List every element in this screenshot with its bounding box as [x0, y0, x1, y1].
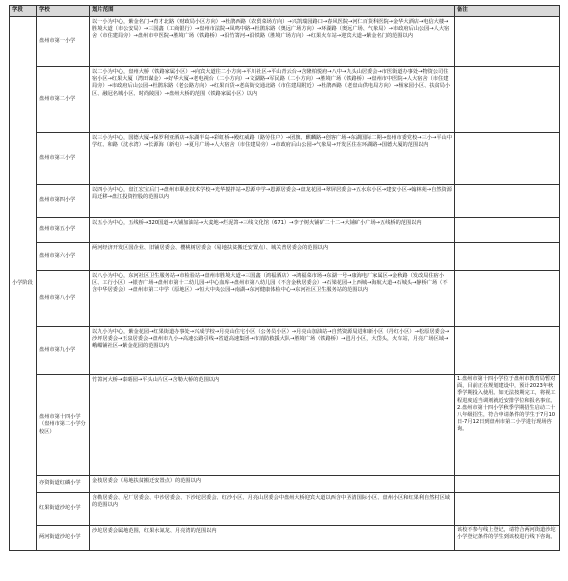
note-cell: [455, 493, 560, 526]
range-cell: 以二小为中心，盘州大桥（铁路家属小区）→向宾大道往二小方向→平川社区→平山青云台→含隆柏悦府→八中→九头山居委会→市医街道办事处→物资公司住宿小区→红果大厦（湾田谋金）→好华大厦→老电视台（二小方向）→文湖路→军民路（二小方向）→胜境广场（铁路桥）→盘州市中医院→人大宿舍（市住建局旁）→市政府后山公园→杜鹃东路（老公路方向）→红果百货→老高街交通北路（市住建局附近）→杜鹃西路（老盘山供电局方向）→杨家园小区、扶贫局小区、融冠名城小区、时尚陵园）→盘州大桥的范围（铁路家属小区）以内: [90, 67, 455, 133]
range-cell: 沙坨居委会属地范围，红果水氮龙、月亮湾的范围以内: [90, 526, 455, 551]
header-note: 备注: [455, 6, 560, 17]
header-stage: 学段: [10, 6, 37, 17]
table-row: [10, 271, 560, 327]
table-row: [10, 218, 560, 243]
school-cell: 盘州市第五小学: [37, 218, 90, 243]
table-row: [10, 185, 560, 218]
table-row: [10, 243, 560, 271]
header-range: 划片范围: [90, 6, 455, 17]
table-row: [10, 526, 560, 551]
range-cell: 以一小为中心，紫金名门→育才北路（财政局小区方向）→杜鹃西路（农贸菜场方向）→兴凯瑞园路口→春风医院→河仁百货科医院→金华大酒店→电信大楼→胜境大道（市公安局）→三国鑫（工商银行）→盘州市法院→凤鸣中路→杜鹃东路（奥远广场方向）→环湖路（奥远广场、气象局）→市政府后山公园→人大宿舍（市住建局旁）→盘州市中医院→胜境广场（铁路桥）→沿竹箐河→沿铁路（胜境广场方向）→红果火车站→迎宾大道→紫金名门的范围以内: [90, 17, 455, 67]
table-row: [10, 493, 560, 526]
header-school: 学校: [37, 6, 90, 17]
stage-cell: 小学阶段: [10, 17, 37, 551]
range-cell: 含勒居委会、尼厂居委会、中沙居委会、下沙坨居委会、红沙小区、月亮山居委会中盘州大桥迎宾大道以西含中圣清国际小区、盘州小区和红果利自然村区域的范围以内: [90, 493, 455, 526]
school-cell: 盘州市第一小学: [37, 17, 90, 67]
table-row: [10, 327, 560, 375]
header-row: [10, 6, 560, 17]
range-cell: 金枝居委会（易地扶贫搬迁安置点）的范围以内: [90, 476, 455, 493]
school-cell: 盘州市第四小学: [37, 185, 90, 218]
note-cell: [455, 218, 560, 243]
table-row: [10, 476, 560, 493]
range-cell: 以三小为中心，国德大厦→保罗利亚酒店→东湖半岛→彩虹桥→殿红威路（路劳住户）→团旗、麒麟路→创客广场→东湖国际二期→盘州市委党校→三小→平山中学红、和路（沈水湾）→长源海（新屯）→夏月广场→人大宿舍（市住建局旁）→市政府后山公园→气象局→开发区住在环湖路→国德大厦的范围以内: [90, 133, 455, 185]
range-cell: 两河经济开发区国企业、旧铺居委会、樱桃树居委会（易地扶贫搬迁安置点）、城关普居委会的范围以内: [90, 243, 455, 271]
note-cell: [455, 133, 560, 185]
school-cell: 红果街道沙坨小学: [37, 493, 90, 526]
note-cell: 该校不参与线上登记，请符合两河街道沙坨小学登记条件的学生到该校进行线下咨询。: [455, 526, 560, 551]
school-cell: 两河街道沙坨小学: [37, 526, 90, 551]
range-cell: 以八小为中心，东河社区卫生服务站→市检验站→盘州市胜境大道→三国鑫（鸿福酒店）→鸿福菜市场→东湖一号→康海电厂家属区→金秋路（发改局住宿小区、工行小区）→银杏广场→盘州市第十二幼儿园→中心血库→盘州市第八幼儿园（不含金秋居委会）→石梁花园→上西城→海航大道→石城头→静桥广场（不含中华居委会）→盘州市第二中学（原地区）→恒大中央公园→南湖→东河健康体检中心→东河社区卫生服务站的范围以内: [90, 271, 455, 327]
table-row: [10, 133, 560, 185]
table-row: [10, 17, 560, 67]
zoning-table: [9, 5, 560, 551]
range-cell: 竹箐河大桥→泰晤园→平头山片区→含勒大桥的范围以内: [90, 375, 455, 476]
note-cell: 1.盘州市第十四小学位于盘州市教育局暂对面，目前正在规划建设中，预计2023年秋季学期投入使用。如无法按期完工，将视工程进度适当调剂就近安排学位和报名事宜。 2.盘州市第十四小学秋季学期招生启动二十八年级招生，符合申请条件的学生于7月10日-7月12日到盘州市第二小学进行现场咨询。: [455, 375, 560, 476]
enrollment-zoning-sheet: [9, 5, 559, 551]
note-cell: [455, 17, 560, 67]
school-cell: 盘州市第八小学: [37, 271, 90, 327]
note-cell: [455, 243, 560, 271]
range-cell: 以四小为中心，盘江宏宝后门→盘州市职业技术学校→光华搅拌站→思源中学→恩源居委会→盘龙花园→翠屏居委会→五水东小区→建安小区→翰林苑→自然资源局迁移→盘江投资控股的范围以内: [90, 185, 455, 218]
school-cell: 盘州市第十四小学（盘州市第二小学分校区）: [37, 375, 90, 476]
table-body: [10, 17, 560, 551]
range-cell: 以九小为中心，紫金花园→红果街道办事处→兴成学校→月亮山住宅小区（公务员小区）→月亮山加油站→自然资源局进和新小区（丹红小区）→松原居委会→沙坪居委会→玉泉居委会→盘州市九小→高速公路引线→省道高速集团→市消防救援大队→胜境广场（铁路桥）→邕月小区，大岱头，火车站，月亮广场区域→峨嵋铺社区→紫金花园的范围以内: [90, 327, 455, 375]
table-row: [10, 67, 560, 133]
note-cell: [455, 67, 560, 133]
school-cell: 盘州市第六小学: [37, 243, 90, 271]
school-cell: 亦资街道红磷小学: [37, 476, 90, 493]
school-cell: 盘州市第三小学: [37, 133, 90, 185]
school-cell: 盘州市第二小学: [37, 67, 90, 133]
note-cell: [455, 271, 560, 327]
note-cell: [455, 327, 560, 375]
table-row: [10, 375, 560, 476]
note-cell: [455, 476, 560, 493]
note-cell: [455, 185, 560, 218]
school-cell: 盘州市第九小学: [37, 327, 90, 375]
range-cell: 以五小为中心，五线桥→320国道→大铺加油站→大麦地→烂泥箐→三线文化馆（671）→李子树火铺矿二十二→大铺矿小广场→五线桥的范围以内: [90, 218, 455, 243]
